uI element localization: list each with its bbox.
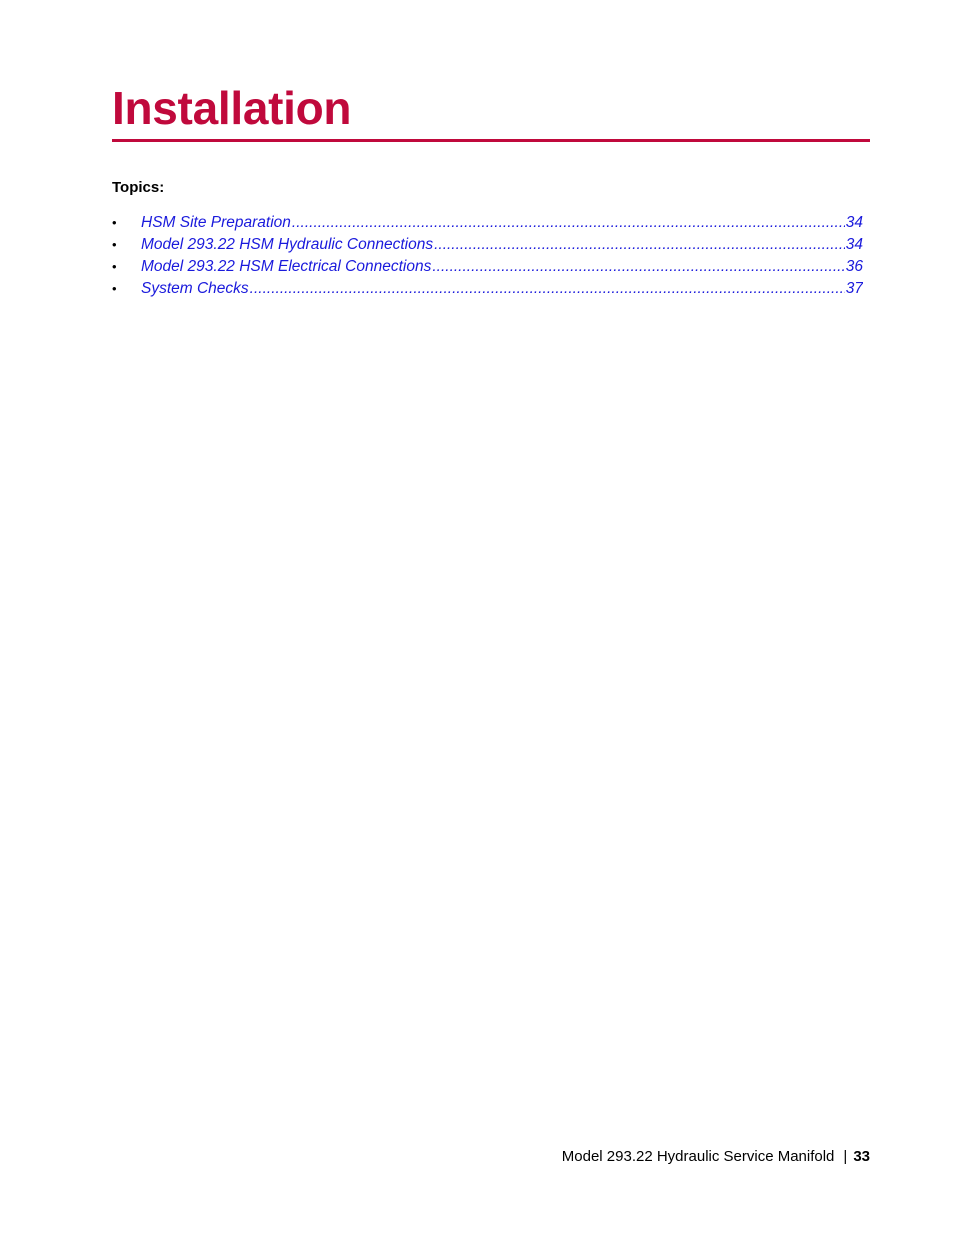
footer-page-number: 33 [853,1148,870,1165]
toc-item [112,212,863,234]
toc-page-number: 34 [845,214,863,231]
page-footer [562,1148,870,1166]
title-rule [112,139,870,142]
footer-document-title: Model 293.22 Hydraulic Service Manifold [561,1148,835,1165]
toc-item [112,234,863,256]
dot-leader [434,234,845,256]
toc-link-text: Model 293.22 HSM Hydraulic Connections [141,236,434,253]
toc-link-text: System Checks [141,280,249,297]
toc-item [112,256,863,278]
bullet: • [112,259,117,274]
toc-link-hydraulic-connections[interactable] [141,234,863,256]
toc-page-number: 36 [845,258,863,275]
toc-page-number: 37 [845,280,863,297]
dot-leader [292,212,845,234]
toc-link-electrical-connections[interactable] [141,256,863,278]
toc-link-hsm-site-preparation[interactable] [141,212,863,234]
toc-link-system-checks[interactable] [141,278,863,300]
toc-page-number: 34 [845,236,863,253]
bullet: • [112,215,117,230]
chapter-title: Installation [112,82,352,134]
topics-label: Topics: [112,179,165,196]
toc-item [112,278,863,300]
footer-separator: | [843,1148,848,1165]
dot-leader [250,278,845,300]
topics-list [112,212,863,300]
dot-leader [432,256,844,278]
bullet: • [112,281,117,296]
toc-link-text: Model 293.22 HSM Electrical Connections [141,258,432,275]
toc-link-text: HSM Site Preparation [141,214,291,231]
bullet: • [112,237,117,252]
